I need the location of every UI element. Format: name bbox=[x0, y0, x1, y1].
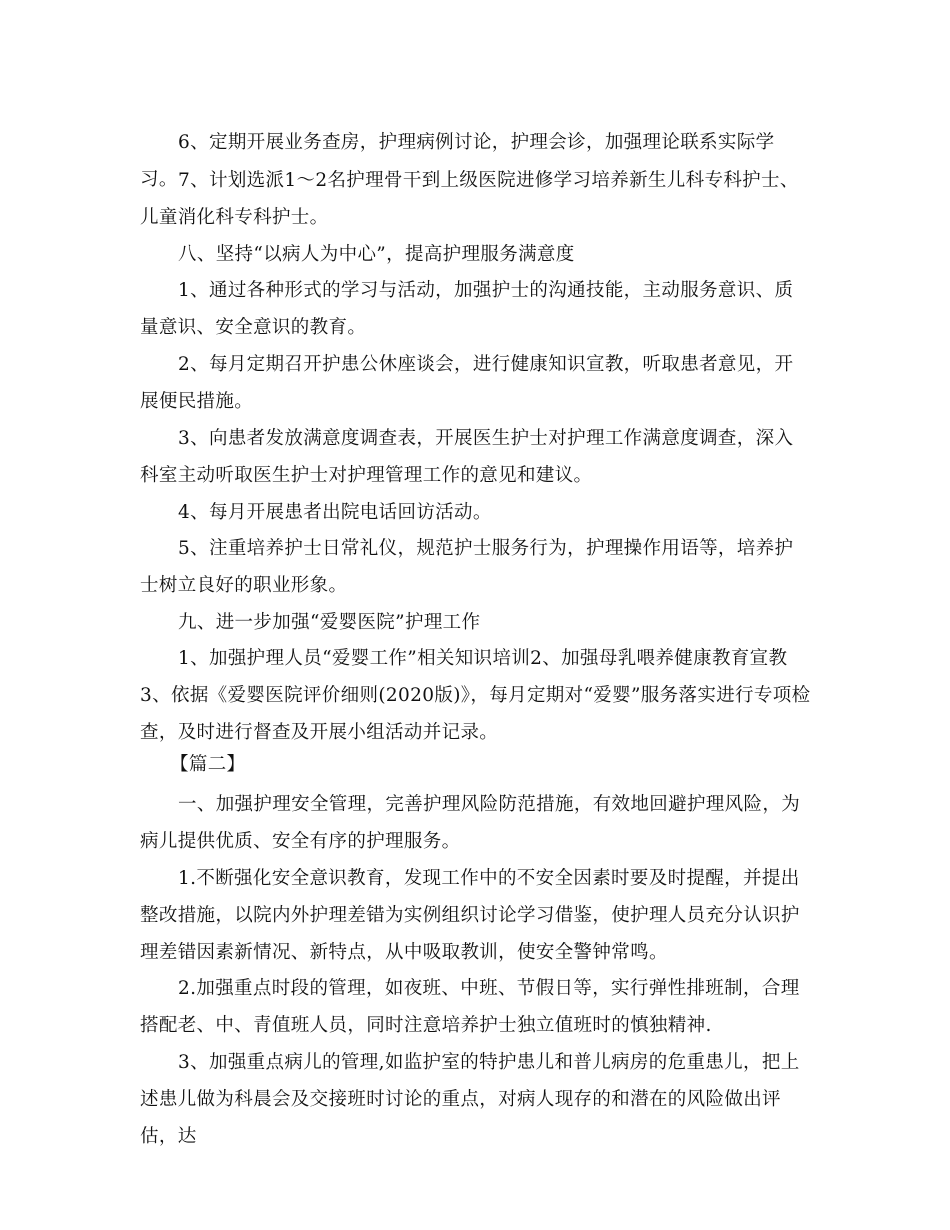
part-two-heading: 【篇二】 bbox=[170, 754, 246, 775]
paragraph-8-1: 1、通过各种形式的学习与活动，加强护士的沟通技能，主动服务意识、质量意识、安全意识的教育。 bbox=[140, 280, 794, 338]
paragraph-9-1: 1、加强护理人员“爱婴工作”相关知识培训2、加强母乳喂养健康教育宣教3、依据《爱婴医院评价细则(2020版)》，每月定期对“爱婴”服务落实进行专项检查，及时进行督查及开展小组活动并记录。 bbox=[140, 648, 811, 743]
paragraph-8-4: 4、每月开展患者出院电话回访活动。 bbox=[178, 502, 492, 523]
paragraph-part2-2: 2.加强重点时段的管理，如夜班、中班、节假日等，实行弹性排班制，合理搭配老、中、青值班人员，同时注意培养护士独立值班时的慎独精神. bbox=[140, 978, 800, 1036]
paragraph-8-3: 3、向患者发放满意度调查表，开展医生护士对护理工作满意度调查，深入科室主动听取医生护士对护理管理工作的意见和建议。 bbox=[140, 428, 794, 486]
section-heading-9: 九、进一步加强“爱婴医院”护理工作 bbox=[178, 612, 481, 633]
paragraph-6-ward-rounds: 6、定期开展业务查房，护理病例讨论，护理会诊，加强理论联系实际学习。 bbox=[140, 132, 775, 190]
part-two-section-1-heading: 一、加强护理安全管理，完善护理风险防范措施，有效地回避护理风险，为病儿提供优质、安全有序的护理服务。 bbox=[140, 794, 801, 852]
paragraph-part2-1: 1.不断强化安全意识教育，发现工作中的不安全因素时要及时提醒，并提出整改措施，以院内外护理差错为实例组织讨论学习借鉴，使护理人员充分认识护理差错因素新情况、新特点，从中吸取教训，使安全警钟常鸣。 bbox=[140, 868, 800, 963]
paragraph-8-5: 5、注重培养护士日常礼仪，规范护士服务行为，护理操作用语等，培养护士树立良好的职业形象。 bbox=[140, 538, 794, 596]
paragraph-7-training-plan: 7、计划选派1～2名护理骨干到上级医院进修学习培养新生儿科专科护士、儿童消化科专科护士。 bbox=[140, 170, 799, 228]
paragraph-8-2: 2、每月定期召开护患公休座谈会，进行健康知识宣教，听取患者意见，开展便民措施。 bbox=[140, 354, 794, 412]
section-heading-8: 八、坚持“以病人为中心”，提高护理服务满意度 bbox=[178, 244, 575, 265]
paragraph-part2-3: 3、加强重点病儿的管理,如监护室的特护患儿和普儿病房的危重患儿，把上述患儿做为科晨会及交接班时讨论的重点，对病人现存的和潜在的风险做出评估，达 bbox=[140, 1052, 800, 1147]
